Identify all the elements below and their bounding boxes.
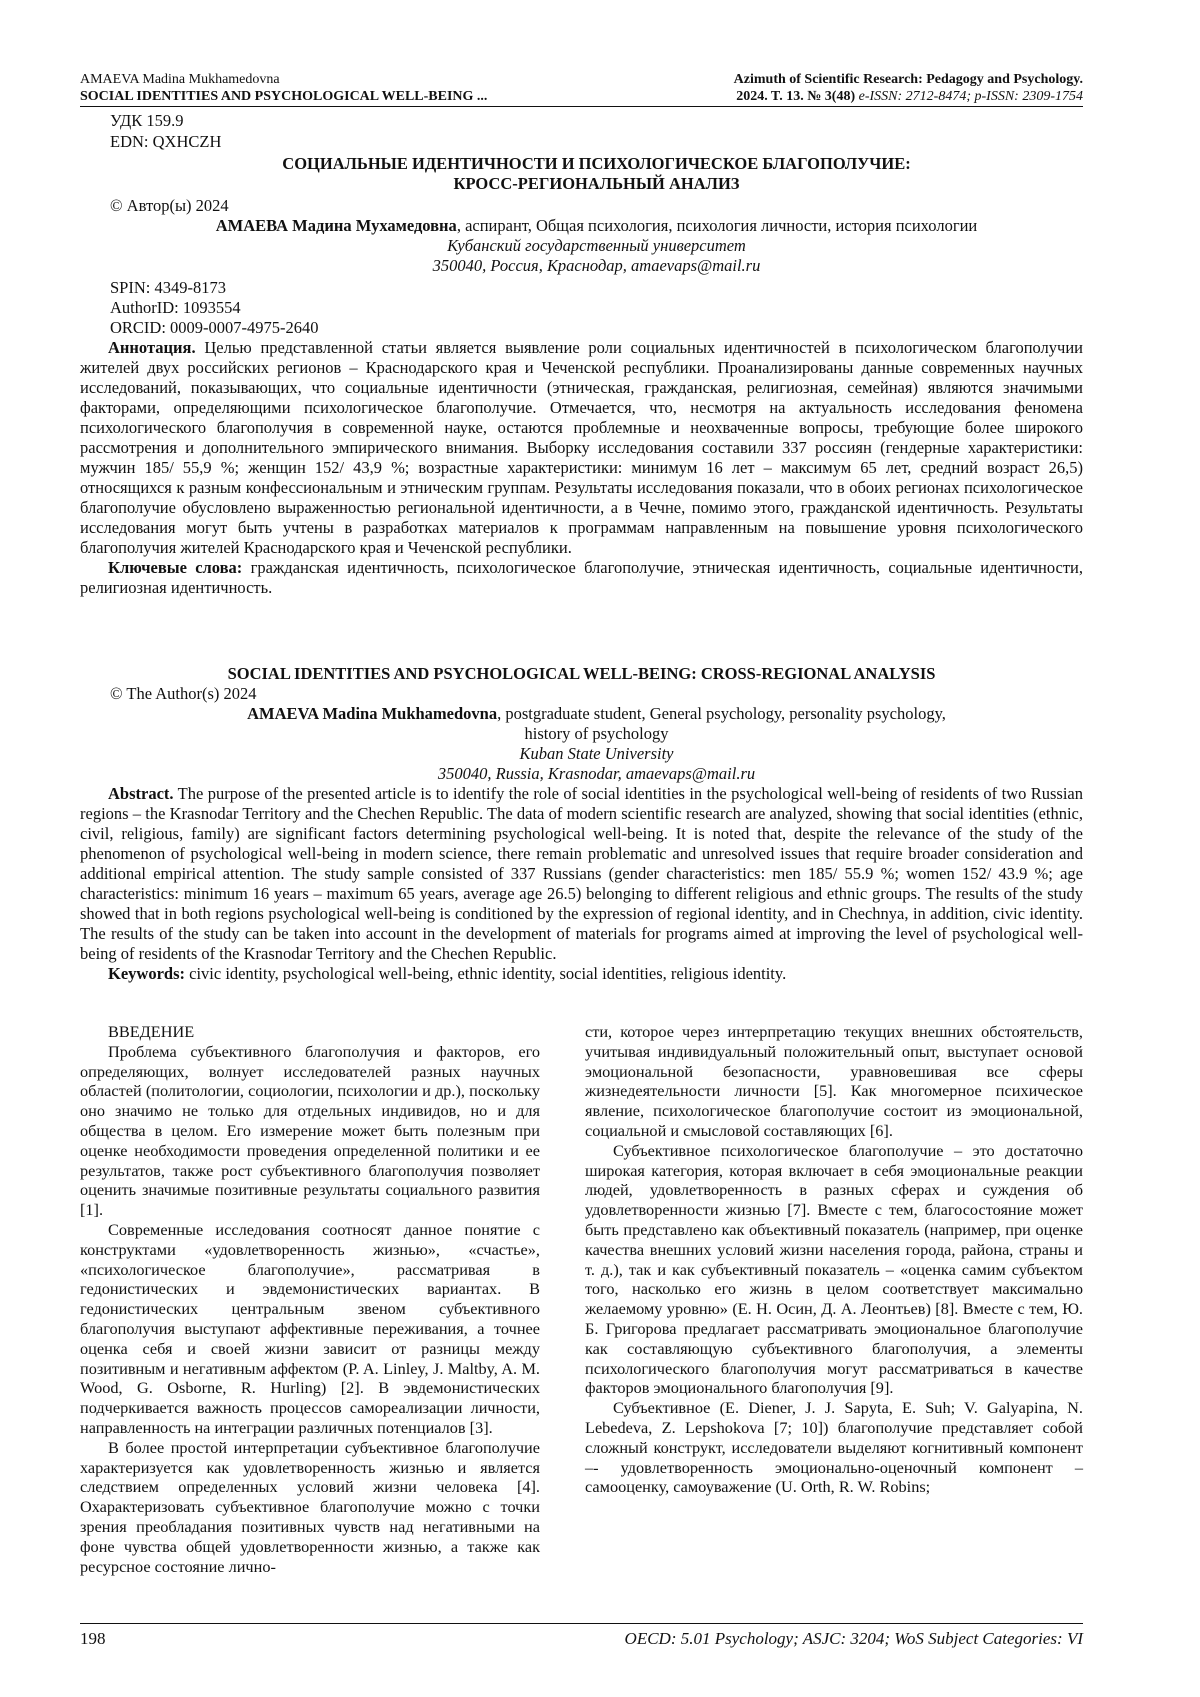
en-university: Kuban State University [519,744,674,763]
en-author-desc: , postgraduate student, General psychology, personality psychology, [497,704,946,723]
body-right-paragraph-3: Субъективное (E. Diener, J. J. Sapyta, E. Suh; V. Galyapina, N. Lebedeva, Z. Lepshokova [7; 10]) благополучие представляет собой сложный конструкт, исследователи выделяют когнитивный компонент –- удовлетворенность эмоционально-оценочный компонент – самооценку, самоуважение (U. Orth, R. W. Robins; [585,1398,1083,1497]
header-issue: 2024. T. 13. № 3(48) [736,89,856,104]
en-author-name: AMAEVA Madina Mukhamedovna [247,704,498,723]
en-author-line [110,704,1083,724]
header-divider [80,106,1083,107]
body-left-paragraph-1: Проблема субъективного благополучия и факторов, его определяющих, волнует исследователей разных научных областей (политологии, социологии, психологии и др.), поскольку оно значимо не только для отдельных индивидов, но и для общества в целом. Его измерение может быть полезным при оценке необходимости проведения определенной политики и ее результатов, также рост субъективного благополучия позволяет оценить значимые позитивные результаты социального развития [1]. [80,1041,540,1220]
body-left-column [80,1022,540,1576]
header-author: AMAEVA Madina Mukhamedovna [80,72,280,87]
footer-divider [80,1623,1083,1624]
ru-author-line [110,216,1083,236]
en-address: 350040, Russia, Krasnodar, amaevaps@mail.ru [437,764,756,783]
udk: УДК 159.9 [110,111,184,130]
running-header-left [80,71,487,105]
header-short-title: SOCIAL IDENTITIES AND PSYCHOLOGICAL WELL-BEING ... [80,89,488,104]
ru-keywords-label: Ключевые слова: [108,558,243,577]
page-number: 198 [80,1629,106,1648]
body-left-paragraph-3: В более простой интерпретации субъективное благополучие характеризуется как удовлетворенность жизнью и является следствием определенных условий жизни человека [4]. Охарактеризовать субъективное благополучие можно с точки зрения преобладания позитивных чувств над негативными на фоне чувства общей удовлетворенности жизнью, а также как ресурсное состояние лично- [80,1437,540,1576]
section-heading: ВВЕДЕНИЕ [108,1022,195,1041]
en-keywords-label: Keywords: [108,964,185,983]
en-author-desc2: history of psychology [524,724,669,743]
ru-keywords-text: гражданская идентичность, психологическое благополучие, этническая идентичность, социальные идентичности, религиозная идентичность. [80,558,1083,597]
ru-title [110,154,1083,194]
header-issn: e-ISSN: 2712-8474; p-ISSN: 2309-1754 [858,89,1083,104]
body-right-column [585,1022,1083,1497]
ru-copyright: © Автор(ы) 2024 [110,196,229,215]
en-abstract-label: Abstract. [108,784,174,803]
en-abstract [80,784,1083,984]
ru-abstract-label: Аннотация. [108,338,196,357]
footer-classification: OECD: 5.01 Psychology; ASJC: 3204; WoS Subject Categories: VI [624,1629,1083,1648]
en-abstract-text: The purpose of the presented article is to identify the role of social identities in the psychological well-being of residents of two Russian regions – the Krasnodar Territory and the Chechen Republic. The data of modern scientific research are analyzed, showing that social identities (ethnic, civil, religious, family) are significant factors determining psychological well-being. It is noted that, despite the relevance of the study of the phenomenon of psychological well-being in modern science, there remain problematic and unresolved issues that require broader consideration and additional empirical attention. The study sample consisted of 337 Russians (gender characteristics: men 185/ 55.9 %; women 152/ 43.9 %; age characteristics: minimum 16 years – maximum 65 years, average age 26.5) belonging to different religious and ethnic groups. The results of the study showed that in both regions psychological well-being is conditioned by the expression of regional identity, and in Chechnya, in addition, civic identity. The results of the study can be taken into account in the development of materials for programs aimed at improving the level of psychological well-being of residents of the Krasnodar Territory and the Chechen Republic. [80,784,1083,963]
ru-address: 350040, Россия, Краснодар, amaevaps@mail.ru [432,256,761,275]
ru-author-name: АМАЕВА Мадина Мухамедовна [215,216,457,235]
ru-university: Кубанский государственный университет [447,236,746,255]
ru-abstract [80,338,1083,598]
body-right-paragraph-1: сти, которое через интерпретацию текущих внешних обстоятельств, учитывая индивидуальный положительный опыт, выступает основой эмоциональной безопасности, уравновешивая все сферы жизнедеятельности личности [5]. Как многомерное психическое явление, психологическое благополучие состоит из эмоциональной, социальной и смысловой составляющих [6]. [585,1022,1083,1140]
running-header-right [734,71,1083,105]
ru-author-desc: , аспирант, Общая психология, психология личности, история психологии [456,216,978,235]
ru-title-line1: СОЦИАЛЬНЫЕ ИДЕНТИЧНОСТИ И ПСИХОЛОГИЧЕСКОЕ БЛАГОПОЛУЧИЕ: [282,154,911,173]
body-left-paragraph-2: Современные исследования соотносят данное понятие с конструктами «удовлетворенность жизнью», «счастье», «психологическое благополучие», рассматривая в гедонистических и эвдемонистических вариантах. В гедонистических центральным звеном субъективного благополучия выступают аффективные переживания, а точнее оценка себя и своей жизни зависит от разницы между позитивным и негативным аффектом (P. A. Linley, J. Maltby, A. M. Wood, G. Osborne, R. Hurling) [2]. В эвдемонистических подчеркивается важность процессов самореализации личности, направленность на интеграции различных потенциалов [3]. [80,1219,540,1437]
en-title: SOCIAL IDENTITIES AND PSYCHOLOGICAL WELL-BEING: CROSS-REGIONAL ANALYSIS [227,664,936,683]
orcid: ORCID: 0009-0007-4975-2640 [110,318,319,337]
header-journal: Azimuth of Scientific Research: Pedagogy and Psychology. [733,72,1083,87]
body-right-paragraph-2: Субъективное психологическое благополучие – это достаточно широкая категория, которая включает в себя эмоциональные реакции людей, удовлетворенность в разных сферах и суждения об удовлетворенности жизнью [7]. Вместе с тем, благосостояние может быть представлено как объективный показатель (например, при оценке качества внешних условий жизни населения города, района, страны и т. д.), так и как субъективный показатель – «оценка самим субъектом того, насколько его жизнь в целом соответствует максимально желаемому уровню» (Е. Н. Осин, Д. А. Леонтьев) [8]. Вместе с тем, Ю. Б. Григорова предлагает рассматривать эмоциональное благополучие как составляющую субъективного благополучия, а элементы психологического благополучия могут рассматриваться в качестве факторов эмоционального благополучия [9]. [585,1140,1083,1398]
spin: SPIN: 4349-8173 [110,278,226,297]
ru-abstract-text: Целью представленной статьи является выявление роли социальных идентичностей в психологическом благополучии жителей двух российских регионов – Краснодарского края и Чеченской республики. Проанализированы данные современных научных исследований, показывающих, что социальные идентичности (этническая, гражданская, религиозная, семейная) являются значимыми факторами, определяющими психологическое благополучие. Отмечается, что, несмотря на актуальность исследования феномена психологического благополучия в современной науке, остаются проблемные и неохваченные вопросы, требующие более широкого рассмотрения и дополнительного эмпирического внимания. Выборку исследования составили 337 россиян (гендерные характеристики: мужчин 185/ 55,9 %; женщин 152/ 43,9 %; возрастные характеристики: минимум 16 лет – максимум 65 лет, средний возраст 26,5) относящихся к разным конфессиональным и этническим группам. Результаты исследования показали, что в обоих регионах психологическое благополучие обусловлено выраженностью региональной идентичности, а в Чечне, помимо этого, гражданской идентичность. Результаты исследования могут быть учтены в разработках материалов к программам направленным на повышение уровня психологического благополучия жителей Краснодарского края и Чеченской республики. [80,338,1083,557]
ru-title-line2: КРОСС-РЕГИОНАЛЬНЫЙ АНАЛИЗ [453,174,740,193]
author-id: AuthorID: 1093554 [110,298,241,317]
en-keywords-text: civic identity, psychological well-being, ethnic identity, social identities, religious identity. [185,964,787,983]
en-copyright: © The Author(s) 2024 [110,684,257,703]
edn: EDN: QXHCZH [110,132,222,151]
